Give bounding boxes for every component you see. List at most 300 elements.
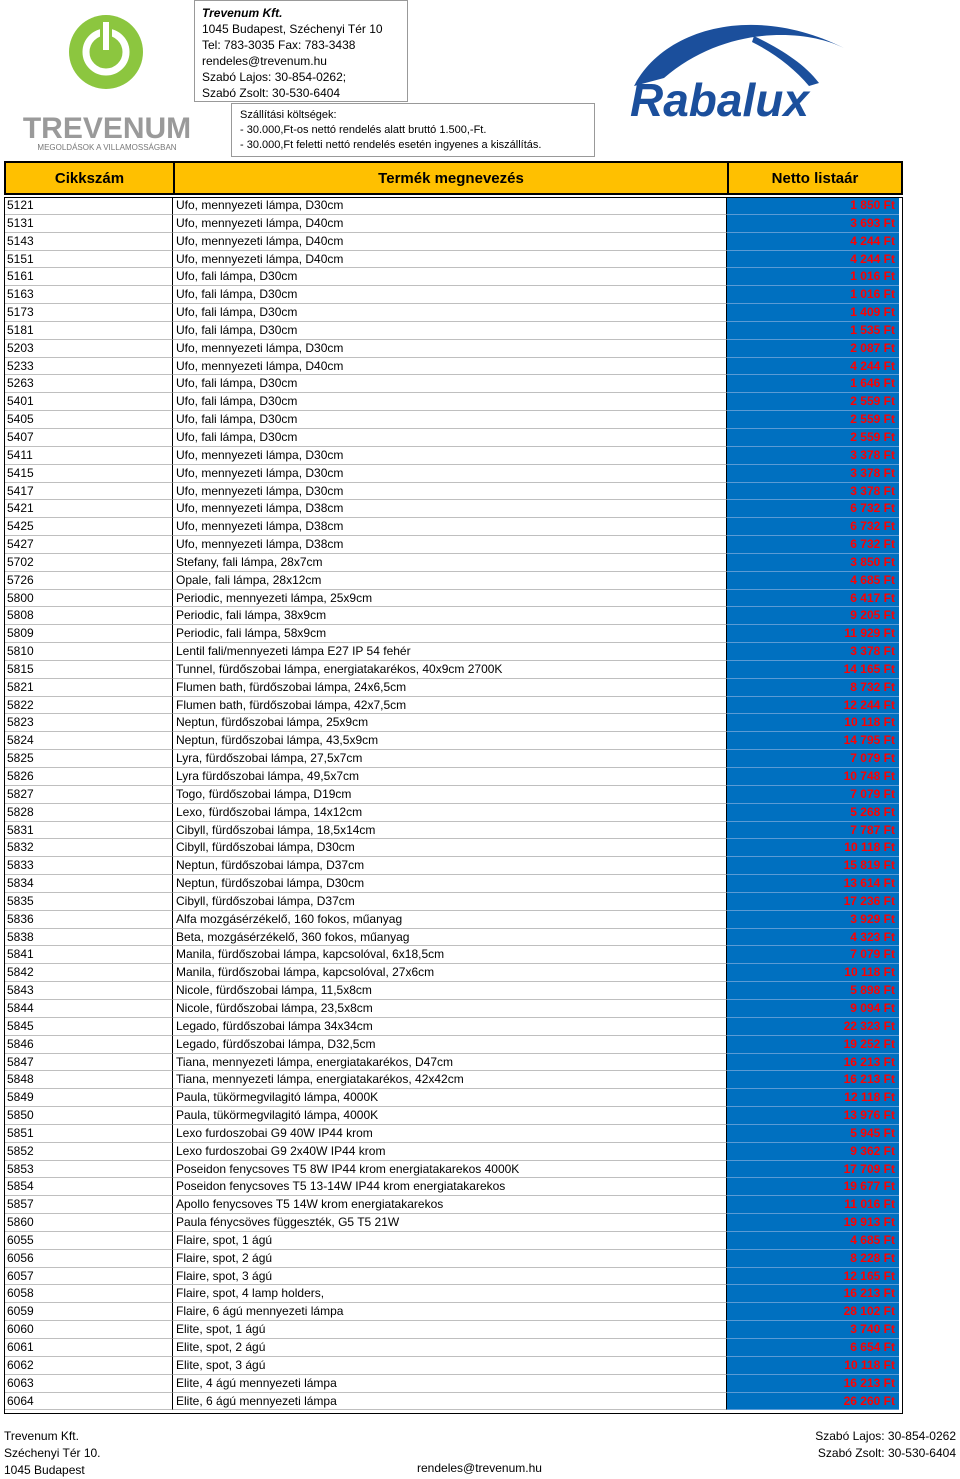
price-cell: 8 732 Ft xyxy=(727,679,899,697)
sku-cell: 5131 xyxy=(4,215,173,233)
product-name-cell: Periodic, mennyezeti lámpa, 25x9cm xyxy=(173,590,727,608)
price-cell: 10 118 Ft xyxy=(727,964,899,982)
price-cell: 1 850 Ft xyxy=(727,197,899,215)
price-cell: 14 165 Ft xyxy=(727,661,899,679)
sku-cell: 5851 xyxy=(4,1125,173,1143)
contact-person-2: Szabó Zsolt: 30-530-6404 xyxy=(202,86,341,100)
product-name-cell: Tunnel, fürdőszobai lámpa, energiatakarékos, 40x9cm 2700K xyxy=(173,661,727,679)
product-name-cell: Ufo, mennyezeti lámpa, D40cm xyxy=(173,233,727,251)
price-cell: 1 535 Ft xyxy=(727,322,899,340)
price-cell: 3 378 Ft xyxy=(727,643,899,661)
sku-cell: 5415 xyxy=(4,465,173,483)
table-row xyxy=(4,1143,903,1161)
table-row xyxy=(4,1375,903,1393)
table-row xyxy=(4,393,903,411)
product-name-cell: Legado, fürdőszobai lámpa 34x34cm xyxy=(173,1018,727,1036)
product-name-cell: Cibyll, fürdőszobai lámpa, 18,5x14cm xyxy=(173,822,727,840)
table-row xyxy=(4,1268,903,1286)
table-row xyxy=(4,1000,903,1018)
shipping-line-1: - 30.000,Ft-os nettó rendelés alatt bruttó 1.500,-Ft. xyxy=(240,124,487,136)
price-cell: 11 929 Ft xyxy=(727,625,899,643)
product-name-cell: Periodic, fali lámpa, 58x9cm xyxy=(173,625,727,643)
sku-cell: 5233 xyxy=(4,358,173,376)
product-name-cell: Cibyll, fürdőszobai lámpa, D37cm xyxy=(173,893,727,911)
footer-company: Trevenum Kft. xyxy=(4,1429,79,1443)
table-row xyxy=(4,857,903,875)
table-row xyxy=(4,590,903,608)
sku-cell: 6061 xyxy=(4,1339,173,1357)
price-cell: 16 213 Ft xyxy=(727,1375,899,1393)
price-cell: 1 646 Ft xyxy=(727,375,899,393)
table-row xyxy=(4,714,903,732)
table-row xyxy=(4,1125,903,1143)
product-name-cell: Poseidon fenycsoves T5 13-14W IP44 krom energiatakarekos xyxy=(173,1178,727,1196)
price-cell: 9 094 Ft xyxy=(727,1000,899,1018)
product-name-cell: Nicole, fürdőszobai lámpa, 11,5x8cm xyxy=(173,982,727,1000)
price-cell: 4 244 Ft xyxy=(727,233,899,251)
sku-cell: 5853 xyxy=(4,1161,173,1179)
product-name-cell: Ufo, mennyezeti lámpa, D30cm xyxy=(173,197,727,215)
product-name-cell: Flaire, 6 ágú mennyezeti lámpa xyxy=(173,1303,727,1321)
price-cell: 9 205 Ft xyxy=(727,607,899,625)
product-name-cell: Alfa mozgásérzékelő, 160 fokos, műanyag xyxy=(173,911,727,929)
product-name-cell: Ufo, mennyezeti lámpa, D30cm xyxy=(173,447,727,465)
product-name-cell: Ufo, fali lámpa, D30cm xyxy=(173,268,727,286)
footer-city: 1045 Budapest xyxy=(4,1463,85,1477)
footer-address xyxy=(4,1428,101,1479)
col-header-price: Netto listaár xyxy=(771,169,859,187)
price-cell: 14 795 Ft xyxy=(727,732,899,750)
sku-cell: 6056 xyxy=(4,1250,173,1268)
sku-cell: 5823 xyxy=(4,714,173,732)
table-row xyxy=(4,375,903,393)
table-row xyxy=(4,1161,903,1179)
product-name-cell: Ufo, fali lámpa, D30cm xyxy=(173,304,727,322)
price-cell: 7 787 Ft xyxy=(727,822,899,840)
product-name-cell: Ufo, fali lámpa, D30cm xyxy=(173,286,727,304)
price-cell: 5 268 Ft xyxy=(727,804,899,822)
table-row xyxy=(4,465,903,483)
product-name-cell: Flumen bath, fürdőszobai lámpa, 42x7,5cm xyxy=(173,697,727,715)
table-row xyxy=(4,304,903,322)
footer-contact-1: Szabó Lajos: 30-854-0262 xyxy=(815,1429,956,1443)
table-row xyxy=(4,1178,903,1196)
sku-cell: 5427 xyxy=(4,536,173,554)
sku-cell: 5835 xyxy=(4,893,173,911)
price-cell: 19 677 Ft xyxy=(727,1178,899,1196)
sku-cell: 5834 xyxy=(4,875,173,893)
product-name-cell: Togo, fürdőszobai lámpa, D19cm xyxy=(173,786,727,804)
price-table xyxy=(4,197,903,1410)
product-name-cell: Poseidon fenycsoves T5 8W IP44 krom energiatakarekos 4000K xyxy=(173,1161,727,1179)
product-name-cell: Neptun, fürdőszobai lámpa, D37cm xyxy=(173,857,727,875)
price-cell: 13 614 Ft xyxy=(727,875,899,893)
product-name-cell: Ufo, mennyezeti lámpa, D38cm xyxy=(173,500,727,518)
table-row xyxy=(4,804,903,822)
price-cell: 16 213 Ft xyxy=(727,1071,899,1089)
price-cell: 2 559 Ft xyxy=(727,411,899,429)
sku-cell: 5822 xyxy=(4,697,173,715)
sku-cell: 5854 xyxy=(4,1178,173,1196)
table-header xyxy=(4,161,903,195)
contact-box xyxy=(194,0,408,102)
price-cell: 26 260 Ft xyxy=(727,1393,899,1411)
product-name-cell: Flaire, spot, 1 ágú xyxy=(173,1232,727,1250)
product-name-cell: Cibyll, fürdőszobai lámpa, D30cm xyxy=(173,839,727,857)
price-cell: 4 685 Ft xyxy=(727,572,899,590)
product-name-cell: Lentil fali/mennyezeti lámpa E27 IP 54 fehér xyxy=(173,643,727,661)
price-cell: 3 378 Ft xyxy=(727,465,899,483)
table-row xyxy=(4,1303,903,1321)
logo-tagline: MEGOLDÁSOK A VILLAMOSSÁGBAN xyxy=(37,143,177,152)
sku-cell: 6055 xyxy=(4,1232,173,1250)
table-row xyxy=(4,340,903,358)
product-name-cell: Elite, 4 ágú mennyezeti lámpa xyxy=(173,1375,727,1393)
price-cell: 7 079 Ft xyxy=(727,786,899,804)
sku-cell: 5726 xyxy=(4,572,173,590)
shipping-line-2: - 30.000,Ft feletti nettó rendelés esetén ingyenes a kiszállítás. xyxy=(240,139,542,151)
sku-cell: 5810 xyxy=(4,643,173,661)
price-cell: 8 228 Ft xyxy=(727,1250,899,1268)
product-name-cell: Elite, spot, 2 ágú xyxy=(173,1339,727,1357)
product-name-cell: Tiana, mennyezeti lámpa, energiatakarékos, D47cm xyxy=(173,1054,727,1072)
price-cell: 9 362 Ft xyxy=(727,1143,899,1161)
price-cell: 7 079 Ft xyxy=(727,946,899,964)
product-name-cell: Lyra, fürdőszobai lámpa, 27,5x7cm xyxy=(173,750,727,768)
price-cell: 17 709 Ft xyxy=(727,1161,899,1179)
sku-cell: 5405 xyxy=(4,411,173,429)
table-row xyxy=(4,536,903,554)
product-name-cell: Elite, spot, 3 ágú xyxy=(173,1357,727,1375)
sku-cell: 5832 xyxy=(4,839,173,857)
product-name-cell: Lyra fürdőszobai lámpa, 49,5x7cm xyxy=(173,768,727,786)
product-name-cell: Ufo, mennyezeti lámpa, D40cm xyxy=(173,215,727,233)
price-cell: 19 252 Ft xyxy=(727,1036,899,1054)
sku-cell: 6062 xyxy=(4,1357,173,1375)
price-cell: 4 323 Ft xyxy=(727,929,899,947)
table-row xyxy=(4,1196,903,1214)
sku-cell: 5821 xyxy=(4,679,173,697)
price-cell: 12 165 Ft xyxy=(727,1268,899,1286)
footer-contacts xyxy=(815,1428,956,1462)
contact-person-1: Szabó Lajos: 30-854-0262; xyxy=(202,70,347,84)
product-name-cell: Ufo, mennyezeti lámpa, D38cm xyxy=(173,518,727,536)
product-name-cell: Stefany, fali lámpa, 28x7cm xyxy=(173,554,727,572)
table-row xyxy=(4,518,903,536)
company-email[interactable]: rendeles@trevenum.hu xyxy=(202,54,327,68)
product-name-cell: Paula fénycsöves függeszték, G5 T5 21W xyxy=(173,1214,727,1232)
table-row xyxy=(4,233,903,251)
product-name-cell: Lexo furdoszobai G9 40W IP44 krom xyxy=(173,1125,727,1143)
price-cell: 3 740 Ft xyxy=(727,1321,899,1339)
sku-cell: 5828 xyxy=(4,804,173,822)
price-cell: 16 213 Ft xyxy=(727,1054,899,1072)
sku-cell: 5417 xyxy=(4,483,173,501)
sku-cell: 5833 xyxy=(4,857,173,875)
sku-cell: 5143 xyxy=(4,233,173,251)
price-cell: 16 213 Ft xyxy=(727,1285,899,1303)
sku-cell: 5847 xyxy=(4,1054,173,1072)
sku-cell: 6059 xyxy=(4,1303,173,1321)
sku-cell: 5203 xyxy=(4,340,173,358)
table-row xyxy=(4,1089,903,1107)
table-row xyxy=(4,929,903,947)
rabalux-logo xyxy=(604,8,874,126)
product-name-cell: Ufo, fali lámpa, D30cm xyxy=(173,393,727,411)
table-row xyxy=(4,1321,903,1339)
sku-cell: 5702 xyxy=(4,554,173,572)
price-cell: 13 976 Ft xyxy=(727,1107,899,1125)
product-name-cell: Ufo, mennyezeti lámpa, D40cm xyxy=(173,358,727,376)
table-row xyxy=(4,1250,903,1268)
company-address: 1045 Budapest, Széchenyi Tér 10 xyxy=(202,22,383,36)
price-cell: 3 378 Ft xyxy=(727,483,899,501)
table-row xyxy=(4,1232,903,1250)
product-name-cell: Periodic, fali lámpa, 38x9cm xyxy=(173,607,727,625)
table-row xyxy=(4,483,903,501)
table-row xyxy=(4,1357,903,1375)
sku-cell: 5173 xyxy=(4,304,173,322)
price-cell: 10 748 Ft xyxy=(727,768,899,786)
price-cell: 5 945 Ft xyxy=(727,1125,899,1143)
table-row xyxy=(4,447,903,465)
table-row xyxy=(4,1214,903,1232)
sku-cell: 5263 xyxy=(4,375,173,393)
product-name-cell: Flaire, spot, 4 lamp holders, xyxy=(173,1285,727,1303)
sku-cell: 5844 xyxy=(4,1000,173,1018)
product-name-cell: Opale, fali lámpa, 28x12cm xyxy=(173,572,727,590)
price-cell: 1 016 Ft xyxy=(727,268,899,286)
price-cell: 10 118 Ft xyxy=(727,714,899,732)
sku-cell: 5151 xyxy=(4,251,173,269)
sku-cell: 5857 xyxy=(4,1196,173,1214)
product-name-cell: Flaire, spot, 2 ágú xyxy=(173,1250,727,1268)
table-row xyxy=(4,607,903,625)
table-row xyxy=(4,1054,903,1072)
product-name-cell: Lexo furdoszobai G9 2x40W IP44 krom xyxy=(173,1143,727,1161)
product-name-cell: Lexo, fürdőszobai lámpa, 14x12cm xyxy=(173,804,727,822)
price-cell: 3 929 Ft xyxy=(727,911,899,929)
product-name-cell: Ufo, mennyezeti lámpa, D40cm xyxy=(173,251,727,269)
product-name-cell: Nicole, fürdőszobai lámpa, 23,5x8cm xyxy=(173,1000,727,1018)
table-row xyxy=(4,268,903,286)
sku-cell: 5181 xyxy=(4,322,173,340)
product-name-cell: Apollo fenycsoves T5 14W krom energiatakarekos xyxy=(173,1196,727,1214)
col-header-sku: Cikkszám xyxy=(6,163,175,193)
product-name-cell: Neptun, fürdőszobai lámpa, D30cm xyxy=(173,875,727,893)
footer-street: Széchenyi Tér 10. xyxy=(4,1446,101,1460)
product-name-cell: Paula, tükörmegvilagitó lámpa, 4000K xyxy=(173,1107,727,1125)
sku-cell: 5849 xyxy=(4,1089,173,1107)
company-phone: Tel: 783-3035 Fax: 783-3438 xyxy=(202,38,356,52)
table-row xyxy=(4,839,903,857)
table-row xyxy=(4,893,903,911)
table-row xyxy=(4,822,903,840)
product-name-cell: Paula, tükörmegvilagitó lámpa, 4000K xyxy=(173,1089,727,1107)
logo-text: TREVENUM xyxy=(22,112,192,145)
table-row xyxy=(4,554,903,572)
sku-cell: 5848 xyxy=(4,1071,173,1089)
price-cell: 6 417 Ft xyxy=(727,590,899,608)
table-row xyxy=(4,625,903,643)
product-name-cell: Neptun, fürdőszobai lámpa, 25x9cm xyxy=(173,714,727,732)
trevenum-logo xyxy=(18,14,196,154)
table-row xyxy=(4,661,903,679)
table-row xyxy=(4,429,903,447)
shipping-info xyxy=(231,103,595,157)
table-row xyxy=(4,1018,903,1036)
brand-text: Rabalux xyxy=(630,74,809,126)
sku-cell: 5845 xyxy=(4,1018,173,1036)
price-cell: 5 898 Ft xyxy=(727,982,899,1000)
table-row xyxy=(4,322,903,340)
table-row xyxy=(4,697,903,715)
table-row xyxy=(4,786,903,804)
price-cell: 12 244 Ft xyxy=(727,697,899,715)
table-row xyxy=(4,875,903,893)
price-cell: 2 087 Ft xyxy=(727,340,899,358)
sku-cell: 5163 xyxy=(4,286,173,304)
price-cell: 4 244 Ft xyxy=(727,358,899,376)
price-cell: 6 654 Ft xyxy=(727,1339,899,1357)
table-row xyxy=(4,946,903,964)
product-name-cell: Ufo, mennyezeti lámpa, D30cm xyxy=(173,340,727,358)
price-cell: 11 016 Ft xyxy=(727,1196,899,1214)
table-row xyxy=(4,572,903,590)
sku-cell: 6058 xyxy=(4,1285,173,1303)
price-cell: 4 244 Ft xyxy=(727,251,899,269)
price-cell: 3 378 Ft xyxy=(727,447,899,465)
price-cell: 4 685 Ft xyxy=(727,1232,899,1250)
sku-cell: 5425 xyxy=(4,518,173,536)
product-name-cell: Ufo, mennyezeti lámpa, D30cm xyxy=(173,483,727,501)
table-row xyxy=(4,1071,903,1089)
sku-cell: 5407 xyxy=(4,429,173,447)
sku-cell: 5846 xyxy=(4,1036,173,1054)
price-cell: 6 732 Ft xyxy=(727,518,899,536)
footer-email[interactable]: rendeles@trevenum.hu xyxy=(417,1461,542,1475)
sku-cell: 5824 xyxy=(4,732,173,750)
price-cell: 19 913 Ft xyxy=(727,1214,899,1232)
table-row xyxy=(4,964,903,982)
table-row xyxy=(4,1339,903,1357)
product-name-cell: Manila, fürdőszobai lámpa, kapcsolóval, 6x18,5cm xyxy=(173,946,727,964)
product-name-cell: Elite, 6 ágú mennyezeti lámpa xyxy=(173,1393,727,1411)
price-cell: 10 118 Ft xyxy=(727,839,899,857)
table-row xyxy=(4,197,903,215)
shipping-title: Szállítási költségek: xyxy=(240,109,337,121)
table-row xyxy=(4,679,903,697)
product-name-cell: Ufo, fali lámpa, D30cm xyxy=(173,429,727,447)
price-cell: 6 732 Ft xyxy=(727,536,899,554)
price-cell: 7 079 Ft xyxy=(727,750,899,768)
company-name: Trevenum Kft. xyxy=(202,6,283,20)
table-row xyxy=(4,1393,903,1411)
product-name-cell: Ufo, fali lámpa, D30cm xyxy=(173,411,727,429)
sku-cell: 5800 xyxy=(4,590,173,608)
table-row xyxy=(4,1036,903,1054)
table-row xyxy=(4,358,903,376)
sku-cell: 5836 xyxy=(4,911,173,929)
product-name-cell: Tiana, mennyezeti lámpa, energiatakarékos, 42x42cm xyxy=(173,1071,727,1089)
sku-cell: 5843 xyxy=(4,982,173,1000)
footer-contact-2: Szabó Zsolt: 30-530-6404 xyxy=(817,1446,956,1460)
price-cell: 12 118 Ft xyxy=(727,1089,899,1107)
table-row xyxy=(4,750,903,768)
price-cell: 2 559 Ft xyxy=(727,393,899,411)
sku-cell: 5808 xyxy=(4,607,173,625)
sku-cell: 5401 xyxy=(4,393,173,411)
price-cell: 28 102 Ft xyxy=(727,1303,899,1321)
sku-cell: 6060 xyxy=(4,1321,173,1339)
product-name-cell: Flaire, spot, 3 ágú xyxy=(173,1268,727,1286)
price-cell: 2 559 Ft xyxy=(727,429,899,447)
sku-cell: 5411 xyxy=(4,447,173,465)
product-name-cell: Neptun, fürdőszobai lámpa, 43,5x9cm xyxy=(173,732,727,750)
table-row xyxy=(4,732,903,750)
sku-cell: 5826 xyxy=(4,768,173,786)
table-row xyxy=(4,411,903,429)
table-row xyxy=(4,215,903,233)
price-cell: 6 732 Ft xyxy=(727,500,899,518)
price-cell: 15 819 Ft xyxy=(727,857,899,875)
table-row xyxy=(4,982,903,1000)
sku-cell: 5842 xyxy=(4,964,173,982)
sku-cell: 5827 xyxy=(4,786,173,804)
table-row xyxy=(4,643,903,661)
price-cell: 17 236 Ft xyxy=(727,893,899,911)
price-cell: 1 409 Ft xyxy=(727,304,899,322)
price-cell: 3 693 Ft xyxy=(727,215,899,233)
price-cell: 1 016 Ft xyxy=(727,286,899,304)
sku-cell: 5815 xyxy=(4,661,173,679)
sku-cell: 6057 xyxy=(4,1268,173,1286)
product-name-cell: Flumen bath, fürdőszobai lámpa, 24x6,5cm xyxy=(173,679,727,697)
sku-cell: 5850 xyxy=(4,1107,173,1125)
table-row xyxy=(4,500,903,518)
table-row xyxy=(4,1107,903,1125)
sku-cell: 5161 xyxy=(4,268,173,286)
product-name-cell: Ufo, fali lámpa, D30cm xyxy=(173,375,727,393)
sku-cell: 5121 xyxy=(4,197,173,215)
sku-cell: 5852 xyxy=(4,1143,173,1161)
sku-cell: 5860 xyxy=(4,1214,173,1232)
col-header-name: Termék megnevezés xyxy=(175,163,729,193)
sku-cell: 6063 xyxy=(4,1375,173,1393)
price-cell: 3 850 Ft xyxy=(727,554,899,572)
sku-cell: 5831 xyxy=(4,822,173,840)
product-name-cell: Ufo, mennyezeti lámpa, D30cm xyxy=(173,465,727,483)
product-name-cell: Elite, spot, 1 ágú xyxy=(173,1321,727,1339)
sku-cell: 5838 xyxy=(4,929,173,947)
product-name-cell: Manila, fürdőszobai lámpa, kapcsolóval, 27x6cm xyxy=(173,964,727,982)
sku-cell: 5841 xyxy=(4,946,173,964)
table-row xyxy=(4,768,903,786)
product-name-cell: Ufo, mennyezeti lámpa, D38cm xyxy=(173,536,727,554)
sku-cell: 5809 xyxy=(4,625,173,643)
price-cell: 22 323 Ft xyxy=(727,1018,899,1036)
table-row xyxy=(4,286,903,304)
sku-cell: 5421 xyxy=(4,500,173,518)
product-name-cell: Ufo, fali lámpa, D30cm xyxy=(173,322,727,340)
sku-cell: 6064 xyxy=(4,1393,173,1411)
sku-cell: 5825 xyxy=(4,750,173,768)
price-cell: 10 118 Ft xyxy=(727,1357,899,1375)
table-row xyxy=(4,251,903,269)
product-name-cell: Legado, fürdőszobai lámpa, D32,5cm xyxy=(173,1036,727,1054)
table-row xyxy=(4,1285,903,1303)
table-row xyxy=(4,911,903,929)
